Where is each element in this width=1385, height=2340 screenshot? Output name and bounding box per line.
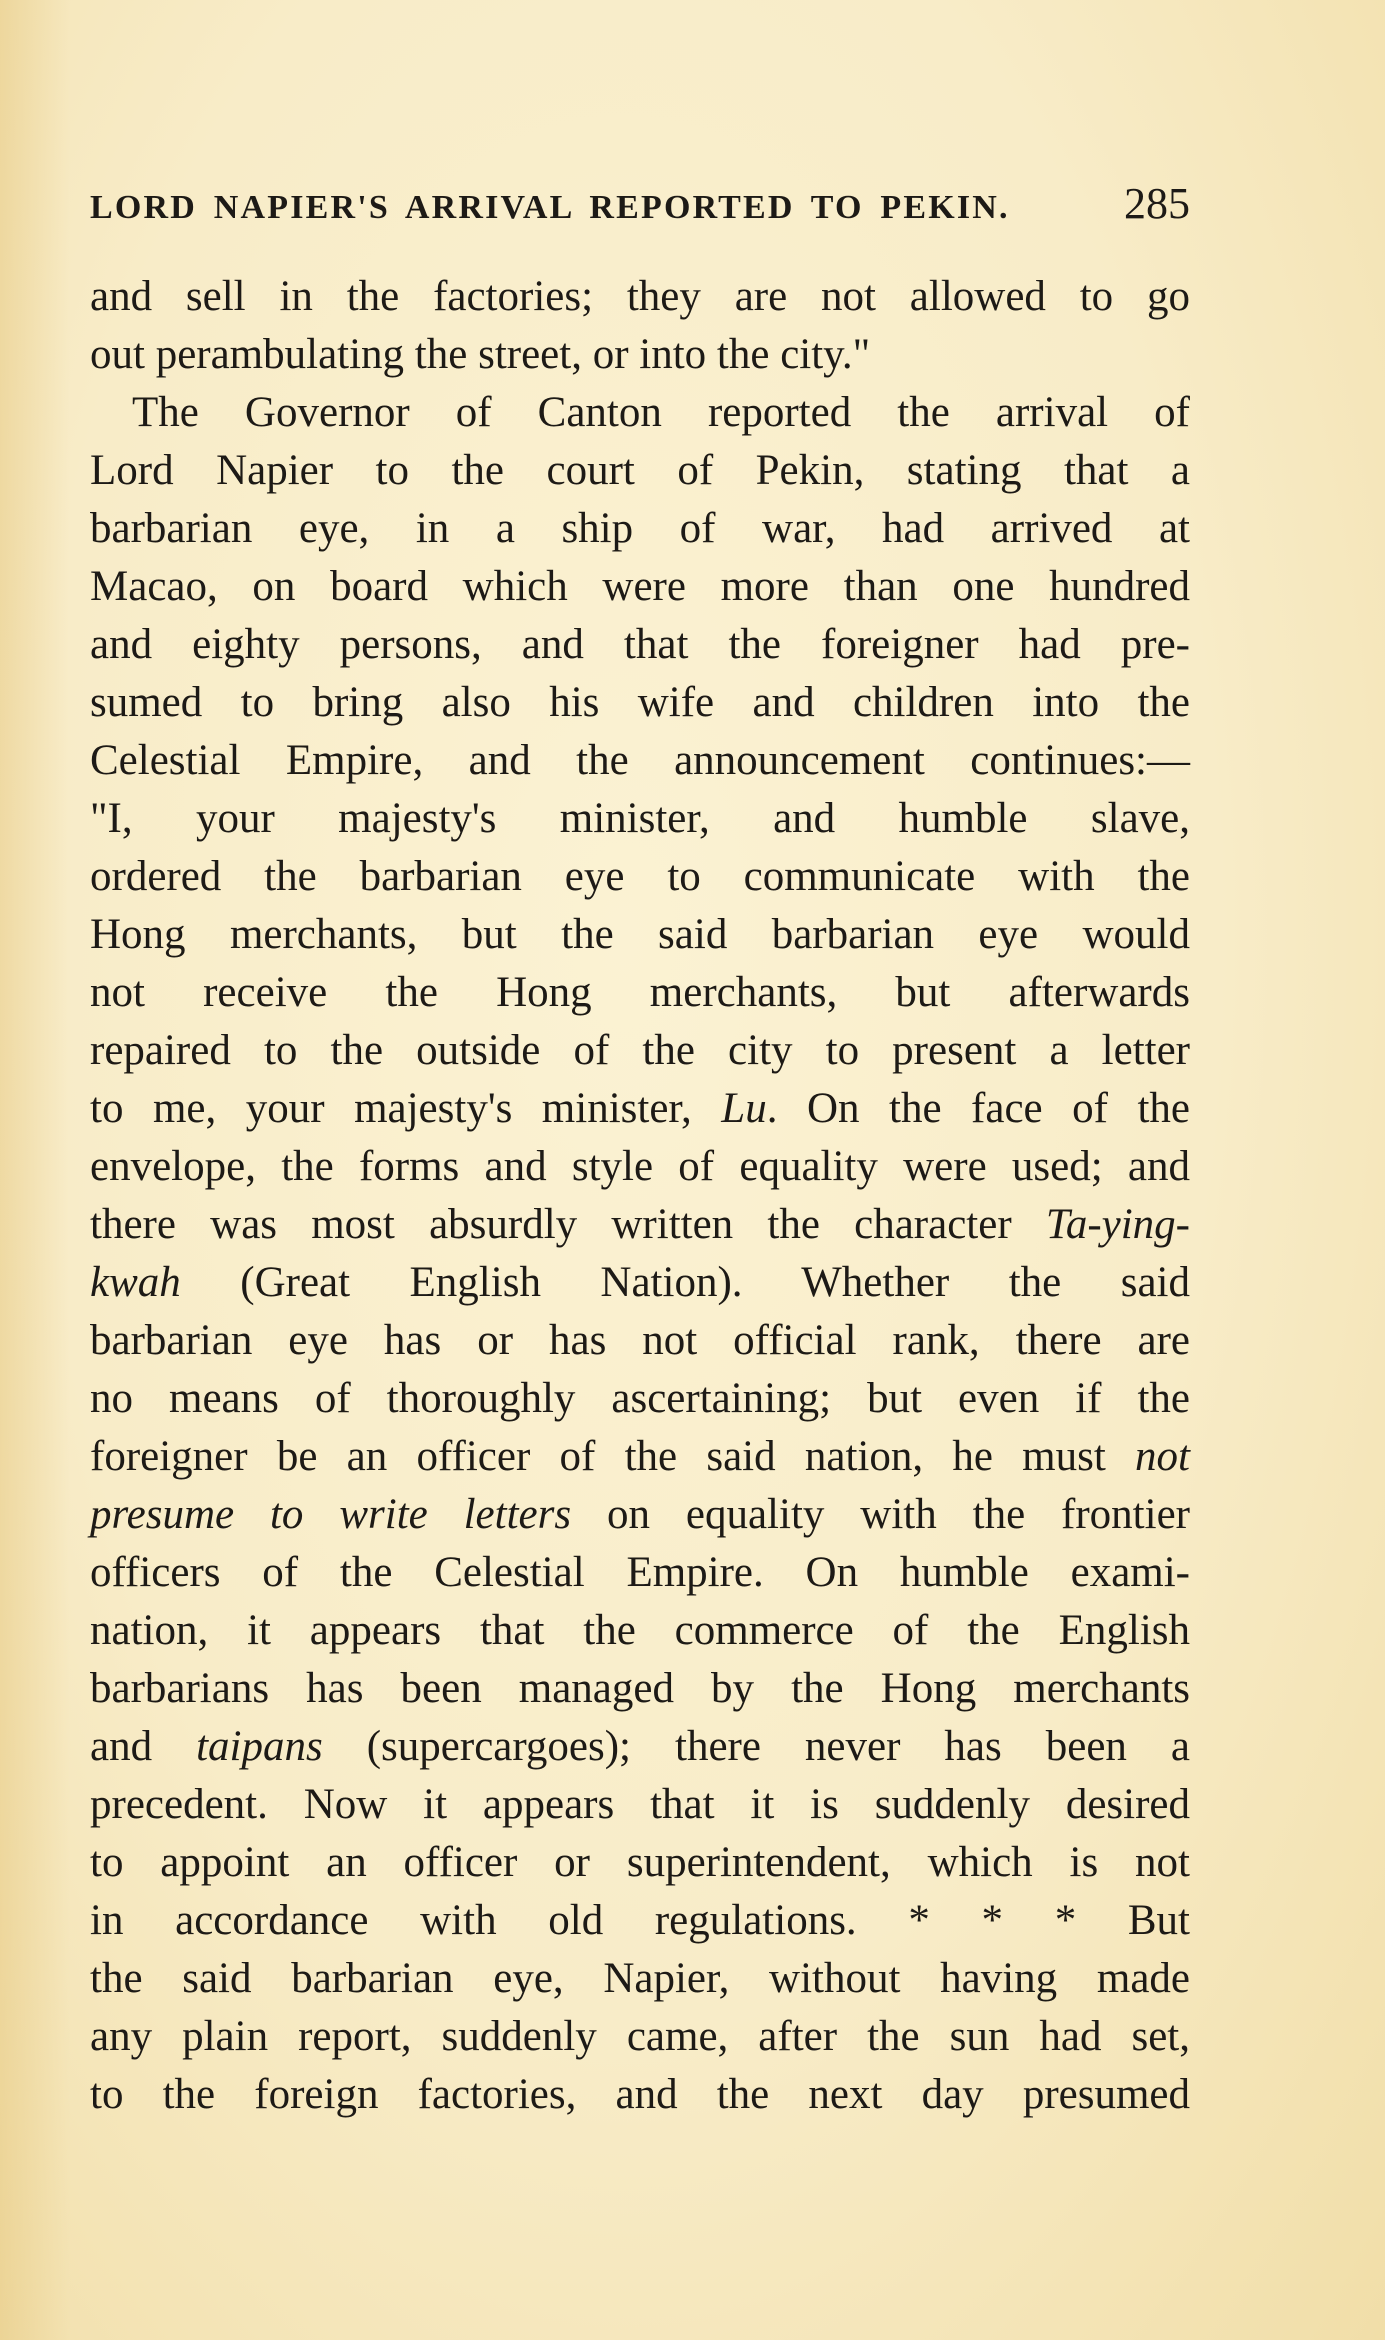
text-line: [90, 1486, 1190, 1544]
text-run: Hong merchants, but the said barbarian eye would: [90, 911, 1190, 958]
text-run: barbarian eye, in a ship of war, had arrived at: [90, 505, 1190, 552]
text-run: to the foreign factories, and the next day presumed: [90, 2071, 1190, 2118]
text-run: foreigner be an officer of the said nation, he must: [90, 1433, 1136, 1480]
text-run: the said barbarian eye, Napier, without having made: [90, 1955, 1190, 2002]
text-run: (supercargoes); there never has been a: [322, 1723, 1190, 1770]
text-run: and eighty persons, and that the foreigner had pre-: [90, 621, 1190, 668]
text-run: Celestial Empire, and the announcement continues:—: [90, 737, 1190, 784]
text-line: [90, 1312, 1190, 1370]
text-line: [90, 674, 1190, 732]
italic-text: Ta-ying-: [1045, 1201, 1190, 1248]
text-line: [90, 1196, 1190, 1254]
text-run: on equality with the frontier: [571, 1491, 1190, 1538]
text-line: [90, 1428, 1190, 1486]
text-line: [90, 326, 1190, 384]
running-head-title: LORD NAPIER'S ARRIVAL REPORTED TO PEKIN.: [90, 189, 1010, 226]
text-run: The Governor of Canton reported the arrival of: [132, 389, 1190, 436]
text-line: [90, 384, 1190, 442]
text-line: [90, 558, 1190, 616]
text-line: [90, 1602, 1190, 1660]
text-line: [90, 616, 1190, 674]
text-line: [90, 500, 1190, 558]
running-head: [90, 178, 1190, 238]
italic-text: not: [1135, 1433, 1190, 1480]
text-line: [90, 2008, 1190, 2066]
text-line: [90, 732, 1190, 790]
text-line: [90, 1892, 1190, 1950]
text-line: [90, 1080, 1190, 1138]
text-line: [90, 1544, 1190, 1602]
text-run: barbarian eye has or has not official rank, there are: [90, 1317, 1190, 1364]
text-line: [90, 1718, 1190, 1776]
text-line: [90, 1660, 1190, 1718]
text-run: "I, your majesty's minister, and humble slave,: [90, 795, 1190, 842]
italic-text: Lu: [721, 1085, 767, 1132]
text-line: [90, 790, 1190, 848]
text-run: there was most absurdly written the character: [90, 1201, 1046, 1248]
text-line: [90, 964, 1190, 1022]
text-line: [90, 1022, 1190, 1080]
text-run: Lord Napier to the court of Pekin, stating that a: [90, 447, 1190, 494]
text-run: ordered the barbarian eye to communicate with the: [90, 853, 1190, 900]
text-line: [90, 2066, 1190, 2124]
text-run: in accordance with old regulations. * * * But: [90, 1897, 1190, 1944]
italic-text: kwah: [90, 1259, 181, 1306]
text-run: (Great English Nation). Whether the said: [180, 1259, 1190, 1306]
body-text: [90, 268, 1190, 2124]
italic-text: taipans: [196, 1723, 323, 1770]
text-line: [90, 268, 1190, 326]
text-line: [90, 1834, 1190, 1892]
text-line: [90, 906, 1190, 964]
italic-text: presume to write letters: [90, 1491, 572, 1538]
text-run: officers of the Celestial Empire. On humble exami-: [90, 1549, 1190, 1596]
text-run: to me, your majesty's minister,: [90, 1085, 722, 1132]
text-line: [90, 442, 1190, 500]
text-run: barbarians has been managed by the Hong merchants: [90, 1665, 1190, 1712]
text-run: and sell in the factories; they are not allowed to go: [90, 273, 1190, 320]
text-run: . On the face of the: [766, 1085, 1191, 1132]
text-run: out perambulating the street, or into the city.": [90, 331, 871, 378]
text-run: any plain report, suddenly came, after the sun had set,: [90, 2013, 1190, 2060]
text-line: [90, 1254, 1190, 1312]
text-run: nation, it appears that the commerce of the English: [90, 1607, 1190, 1654]
text-run: envelope, the forms and style of equality were used; and: [90, 1143, 1190, 1190]
text-run: to appoint an officer or superintendent, which is not: [90, 1839, 1190, 1886]
text-run: and: [90, 1723, 197, 1770]
text-run: not receive the Hong merchants, but afterwards: [90, 969, 1190, 1016]
page-number: 285: [1124, 179, 1190, 228]
text-run: precedent. Now it appears that it is suddenly desired: [90, 1781, 1190, 1828]
text-line: [90, 1138, 1190, 1196]
text-run: repaired to the outside of the city to present a letter: [90, 1027, 1190, 1074]
text-run: no means of thoroughly ascertaining; but even if the: [90, 1375, 1190, 1422]
text-line: [90, 1776, 1190, 1834]
text-run: Macao, on board which were more than one hundred: [90, 563, 1190, 610]
text-line: [90, 1950, 1190, 2008]
text-line: [90, 1370, 1190, 1428]
text-line: [90, 848, 1190, 906]
text-run: sumed to bring also his wife and children into the: [90, 679, 1190, 726]
